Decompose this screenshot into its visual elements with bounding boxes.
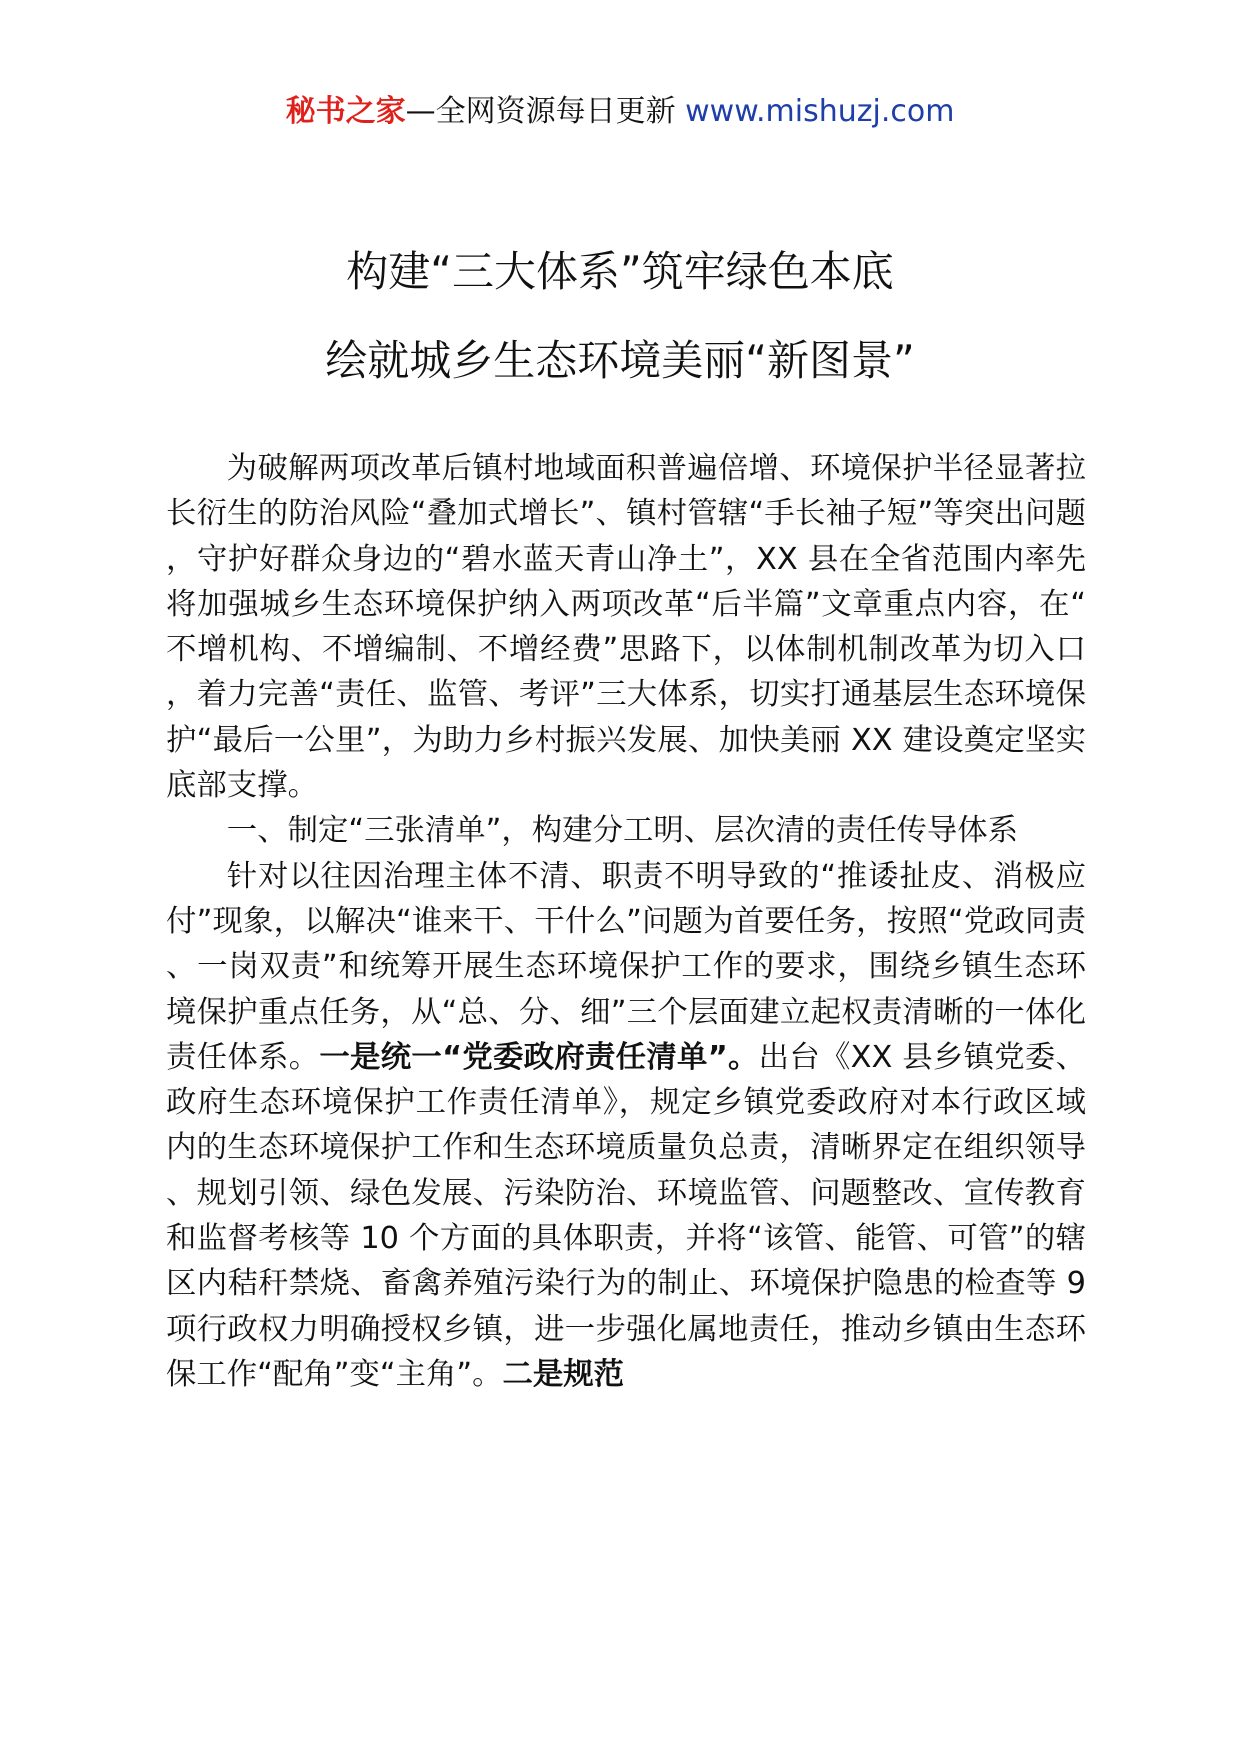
document-body xyxy=(166,446,1086,1397)
section-1-heading: 一、制定“三张清单”，构建分工明、层次清的责任传导体系 xyxy=(226,813,1019,849)
document-title-line-2: 绘就城乡生态环境美丽“新图景” xyxy=(325,336,915,385)
paragraph-text: 针对以往因治理主体不清、职责不明导致的“推诿扯皮、消极应付”现象，以解决“谁来干、干什么”问题为首要任务，按照“党政同责、一岗双责”和统筹开展生态环境保护工作的要求，围绕乡镇生态环境保护重点任务，从“总、分、细”三个层面建立起权责清晰的一体化责任体系。 xyxy=(166,858,1086,1075)
bold-point-1: 一是统一“党委政府责任清单”。 xyxy=(319,1039,759,1075)
site-header xyxy=(0,92,1240,132)
intro-paragraph: 为破解两项改革后镇村地域面积普遍倍增、环境保护半径显著拉长衍生的防治风险“叠加式增长”、镇村管辖“手长袖子短”等突出问题，守护好群众身边的“碧水蓝天青山净土”，XX 县在全省范围内率先将加强城乡生态环境保护纳入两项改革“后半篇”文章重点内容，在“不增机构、不增编制、不增经费”思路下，以体制机制改革为切入口，着力完善“责任、监管、考评”三大体系，切实打通基层生态环境保护“最后一公里”，为助力乡村振兴发展、加快美丽 XX 建设奠定坚实底部支撑。 xyxy=(166,451,1086,804)
paragraph-text: 出台《XX 县乡镇党委、政府生态环境保护工作责任清单》，规定乡镇党委政府对本行政区域内的生态环境保护工作和生态环境质量负总责，清晰界定在组织领导、规划引领、绿色发展、污染防治、环境监管、问题整改、宣传教育和监督考核等 10 个方面的具体职责，并将“该管、能管、可管”的辖区内秸秆禁烧、畜禽养殖污染行为的制止、环境保护隐患的检查等 9 项行政权力明确授权乡镇，进一步强化属地责任，推动乡镇由生态环保工作“配角”变“主角”。 xyxy=(166,1039,1086,1392)
site-brand: 秘书之家 xyxy=(285,94,406,129)
site-url-link[interactable]: www.mishuzj.com xyxy=(685,94,955,129)
site-tagline: —全网资源每日更新 xyxy=(405,94,686,129)
section-1-paragraph xyxy=(166,854,1086,1398)
document-title-line-1: 构建“三大体系”筑牢绿色本底 xyxy=(346,247,894,296)
bold-point-2: 二是规范 xyxy=(502,1356,625,1392)
